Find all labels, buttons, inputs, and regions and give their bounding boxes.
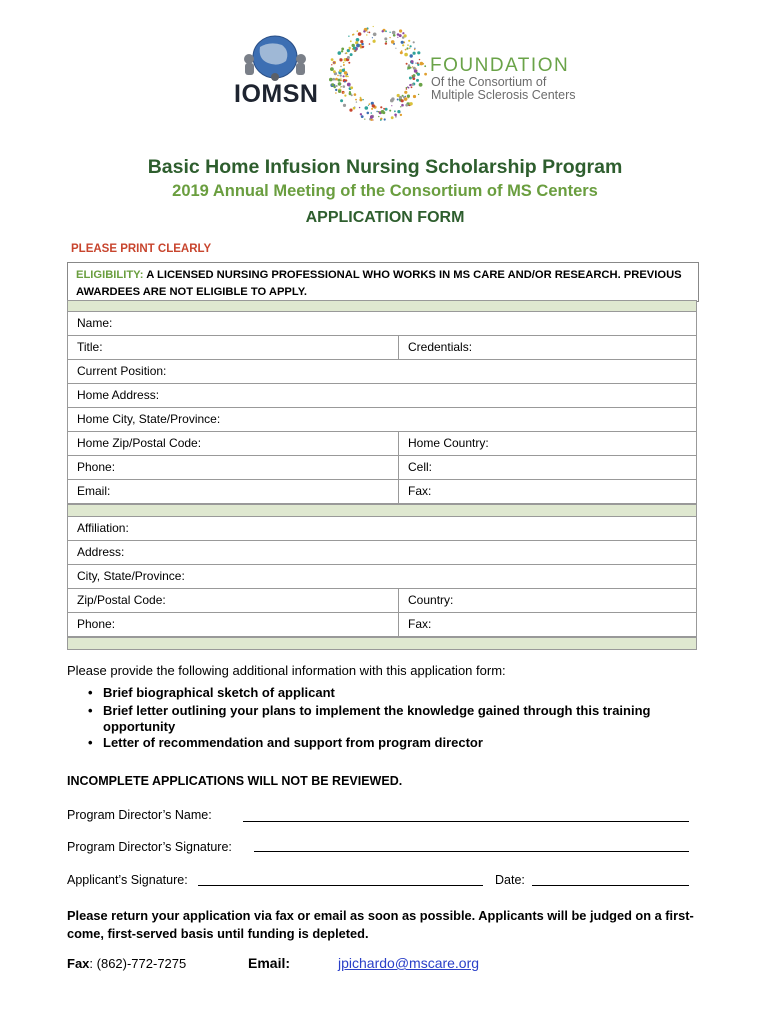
home-zip-country-row[interactable] xyxy=(67,432,697,456)
eligibility-label: ELIGIBILITY: xyxy=(76,269,144,281)
affiliation-zip-field-label: Zip/Postal Code: xyxy=(77,593,166,607)
home-country-field-label: Home Country: xyxy=(398,432,698,455)
foundation-logo-line3: Multiple Sclerosis Centers xyxy=(431,88,576,102)
affiliation-phone-fax-row[interactable] xyxy=(67,613,697,637)
credentials-field-label: Credentials: xyxy=(398,336,698,359)
instructions-intro: Please provide the following additional information with this application form: xyxy=(67,663,506,678)
applicant-signature-line[interactable] xyxy=(198,884,483,886)
affiliation-row[interactable] xyxy=(67,517,697,541)
bullet-icon: • xyxy=(88,703,93,718)
date-line[interactable] xyxy=(532,884,689,886)
affiliation-phone-field-label: Phone: xyxy=(77,617,116,631)
foundation-dot-ring-logo xyxy=(328,23,428,128)
return-instructions: Please return your application via fax or email as soon as possible. Applicants will be judged on a first-come, first-served basis until funding is depleted. xyxy=(67,908,694,941)
home-zip-field-label: Home Zip/Postal Code: xyxy=(77,436,202,450)
contact-email-link[interactable]: jpichardo@mscare.org xyxy=(338,955,480,971)
email-fax-row[interactable] xyxy=(67,480,697,504)
home-city-field-label: Home City, State/Province: xyxy=(77,412,221,426)
page-title: Basic Home Infusion Nursing Scholarship Program xyxy=(147,156,623,178)
requirement-item: Brief letter outlining your plans to implement the knowledge gained through this training opportunity xyxy=(103,703,651,734)
bullet-icon: • xyxy=(88,685,93,700)
page-subtitle: 2019 Annual Meeting of the Consortium of MS Centers xyxy=(172,182,598,200)
affiliation-country-field-label: Country: xyxy=(398,589,698,612)
cell-field-label: Cell: xyxy=(398,456,698,479)
title-credentials-row[interactable] xyxy=(67,336,697,360)
section-divider-bar xyxy=(67,637,697,650)
director-signature-label: Program Director’s Signature: xyxy=(67,840,232,854)
email-field-label: Email: xyxy=(77,484,111,498)
home-address-row[interactable] xyxy=(67,384,697,408)
current-position-row[interactable] xyxy=(67,360,697,384)
incomplete-warning: INCOMPLETE APPLICATIONS WILL NOT BE REVIEWED. xyxy=(67,774,403,788)
fax-label: Fax xyxy=(67,956,90,971)
applicant-signature-label: Applicant’s Signature: xyxy=(67,873,188,887)
name-row[interactable] xyxy=(67,312,697,336)
eligibility-body: A LICENSED NURSING PROFESSIONAL WHO WORKS IN MS CARE AND/OR RESEARCH. PREVIOUS AWARDEES ARE NOT ELIGIBLE TO APPLY. xyxy=(76,269,682,298)
phone-cell-row[interactable] xyxy=(67,456,697,480)
fax-field-label: Fax: xyxy=(398,480,698,503)
section-divider-bar xyxy=(67,300,697,312)
requirement-item: Brief biographical sketch of applicant xyxy=(103,685,335,700)
iomsn-logo-text: IOMSN xyxy=(234,80,319,108)
print-clearly-notice: PLEASE PRINT CLEARLY xyxy=(71,243,212,255)
home-city-row[interactable] xyxy=(67,408,697,432)
form-title: APPLICATION FORM xyxy=(305,209,465,226)
date-label: Date: xyxy=(495,873,525,887)
affiliation-field-label: Affiliation: xyxy=(77,521,129,535)
current-position-field-label: Current Position: xyxy=(77,364,167,378)
requirement-item: Letter of recommendation and support from program director xyxy=(103,735,483,750)
iomsn-globe-icon xyxy=(240,33,310,86)
name-field-label: Name: xyxy=(77,316,113,330)
foundation-logo-title: FOUNDATION xyxy=(430,55,570,76)
director-name-label: Program Director’s Name: xyxy=(67,808,212,822)
director-signature-line[interactable] xyxy=(254,850,689,852)
foundation-logo-line2: Of the Consortium of xyxy=(431,75,547,89)
affiliation-city-row[interactable] xyxy=(67,565,697,589)
affiliation-address-row[interactable] xyxy=(67,541,697,565)
affiliation-city-field-label: City, State/Province: xyxy=(77,569,185,583)
affiliation-zip-country-row[interactable] xyxy=(67,589,697,613)
title-field-label: Title: xyxy=(77,340,103,354)
affiliation-address-field-label: Address: xyxy=(77,545,125,559)
section-divider-bar xyxy=(67,504,697,517)
contact-fax xyxy=(67,956,186,971)
home-address-field-label: Home Address: xyxy=(77,388,160,402)
phone-field-label: Phone: xyxy=(77,460,116,474)
bullet-icon: • xyxy=(88,735,93,750)
contact-email-label: Email: xyxy=(248,955,291,971)
affiliation-fax-field-label: Fax: xyxy=(398,613,698,636)
director-name-line[interactable] xyxy=(243,820,689,822)
fax-number: : (862)-772-7275 xyxy=(89,956,187,971)
eligibility-text xyxy=(76,267,696,300)
